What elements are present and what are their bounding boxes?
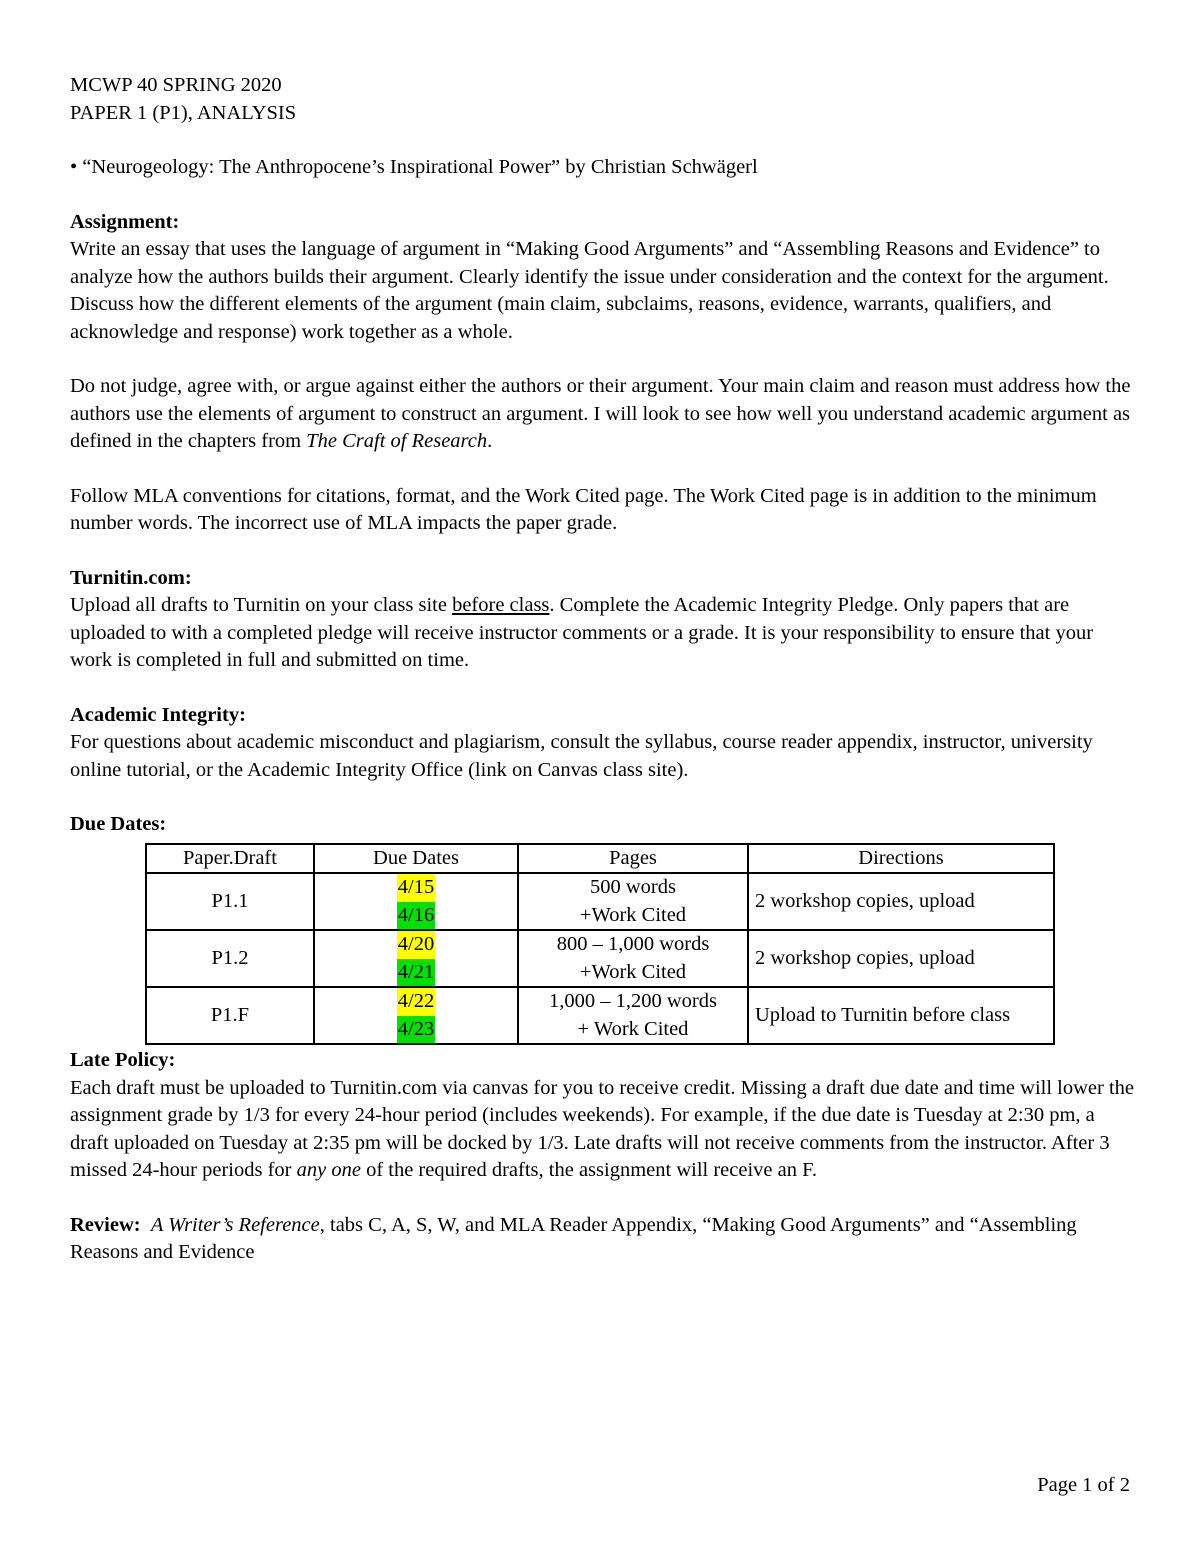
second-due-date: 4/21 [397, 959, 435, 987]
reading-item: • “Neurogeology: The Anthropocene’s Inspirational Power” by Christian Schwägerl [70, 156, 758, 178]
assignment-p2-end: . [487, 430, 493, 452]
column-header-directions: Directions [748, 844, 1054, 874]
cell-pages [518, 930, 748, 987]
turnitin-heading: Turnitin.com: [70, 566, 192, 589]
turnitin-text-b: . Complete the Academic Integrity Pledge. Only papers that are uploaded to with a completed pledge will receive instructor comments or a grade. It is your responsibility to ensure that your work is completed in full and submitted on time. [70, 594, 1094, 671]
column-header-due-dates: Due Dates [314, 844, 518, 874]
integrity-paragraph: For questions about academic misconduct and plagiarism, consult the syllabus, course reader appendix, instructor, university online tutorial, or the Academic Integrity Office (link on Canvas class site). [70, 731, 1093, 781]
late-policy-text-a: Each draft must be uploaded to Turnitin.com via canvas for you to receive credit. Missing a draft due date and time will lower the assignment grade by 1/3 for every 24-hour period (includes weekends). For example, if the due date is Tuesday at 2:30 pm, a draft uploaded on Tuesday at 2:35 pm will be docked by 1/3. Late drafts will not receive comments from the instructor. After 3 missed 24-hour periods for [70, 1076, 1134, 1181]
assignment-paragraph-3: Follow MLA conventions for citations, format, and the Work Cited page. The Work Cited page is in addition to the minimum number words. The incorrect use of MLA impacts the paper grade. [70, 484, 1097, 534]
before-class-underline: before class [452, 594, 550, 616]
pages-count: 1,000 – 1,200 words [549, 990, 717, 1012]
late-policy-paragraph [70, 1075, 1135, 1185]
table-row [146, 987, 1054, 1044]
late-policy-heading: Late Policy: [70, 1049, 176, 1071]
pages-work-cited: +Work Cited [579, 960, 687, 983]
table-header-row [146, 844, 1054, 874]
cell-due-dates [314, 873, 518, 930]
table-row [146, 873, 1054, 930]
first-due-date: 4/22 [397, 988, 435, 1016]
column-header-pages: Pages [518, 844, 748, 874]
cell-pages [518, 987, 748, 1044]
cell-directions: 2 workshop copies, upload [748, 930, 1054, 987]
due-dates-table [145, 843, 1055, 1046]
turnitin-text-a: Upload all drafts to Turnitin on your class site [70, 594, 453, 616]
integrity-heading: Academic Integrity: [70, 703, 246, 726]
pages-work-cited: + Work Cited [577, 1017, 689, 1040]
writers-reference-title: A Writer’s Reference [150, 1213, 320, 1236]
first-due-date: 4/15 [397, 874, 435, 902]
cell-directions: 2 workshop copies, upload [748, 873, 1054, 930]
table-row [146, 930, 1054, 987]
turnitin-paragraph [70, 592, 1135, 675]
late-policy-text-b: of the required drafts, the assignment will receive an F. [360, 1159, 817, 1181]
assignment-paragraph-1: Write an essay that uses the language of argument in “Making Good Arguments” and “Assembling Reasons and Evidence” to analyze how the authors builds their argument. Clearly identify the issue under consideration and the context for the argument. Discuss how the different elements of the argument (main claim, subclaims, reasons, evidence, warrants, qualifiers, and acknowledge and response) work together as a whole. [70, 238, 1109, 343]
paper-title: PAPER 1 (P1), ANALYSIS [70, 101, 297, 124]
page-number: Page 1 of 2 [1037, 1474, 1130, 1496]
review-heading: Review: [70, 1213, 141, 1236]
second-due-date: 4/23 [397, 1016, 435, 1044]
pages-count: 800 – 1,000 words [556, 933, 710, 955]
craft-of-research-title: The Craft of Research [306, 430, 488, 452]
assignment-paragraph-2 [70, 373, 1135, 456]
cell-pages [518, 873, 748, 930]
assignment-heading: Assignment: [70, 210, 180, 233]
second-due-date: 4/16 [397, 902, 435, 930]
review-paragraph [70, 1212, 1135, 1267]
course-title: MCWP 40 SPRING 2020 [70, 74, 282, 96]
cell-paper: P1.F [146, 987, 314, 1044]
cell-paper: P1.1 [146, 873, 314, 930]
cell-directions: Upload to Turnitin before class [748, 987, 1054, 1044]
assignment-p2-text: Do not judge, agree with, or argue against either the authors or their argument. Your main claim and reason must address how the authors use the elements of argument to construct an argument. I will look to see how well you understand academic argument as defined in the chapters from [70, 375, 1131, 452]
pages-count: 500 words [590, 876, 676, 898]
any-one-italic: any one [296, 1159, 361, 1181]
cell-due-dates [314, 987, 518, 1044]
cell-due-dates [314, 930, 518, 987]
column-header-paper: Paper.Draft [146, 844, 314, 874]
pages-work-cited: +Work Cited [579, 903, 687, 926]
cell-paper: P1.2 [146, 930, 314, 987]
review-text: , tabs C, A, S, W, and MLA Reader Appendix, “Making Good Arguments” and “Assembling Reasons and Evidence [70, 1213, 1077, 1263]
first-due-date: 4/20 [397, 931, 435, 959]
due-dates-heading: Due Dates: [70, 813, 167, 835]
document-page [70, 72, 1135, 1267]
